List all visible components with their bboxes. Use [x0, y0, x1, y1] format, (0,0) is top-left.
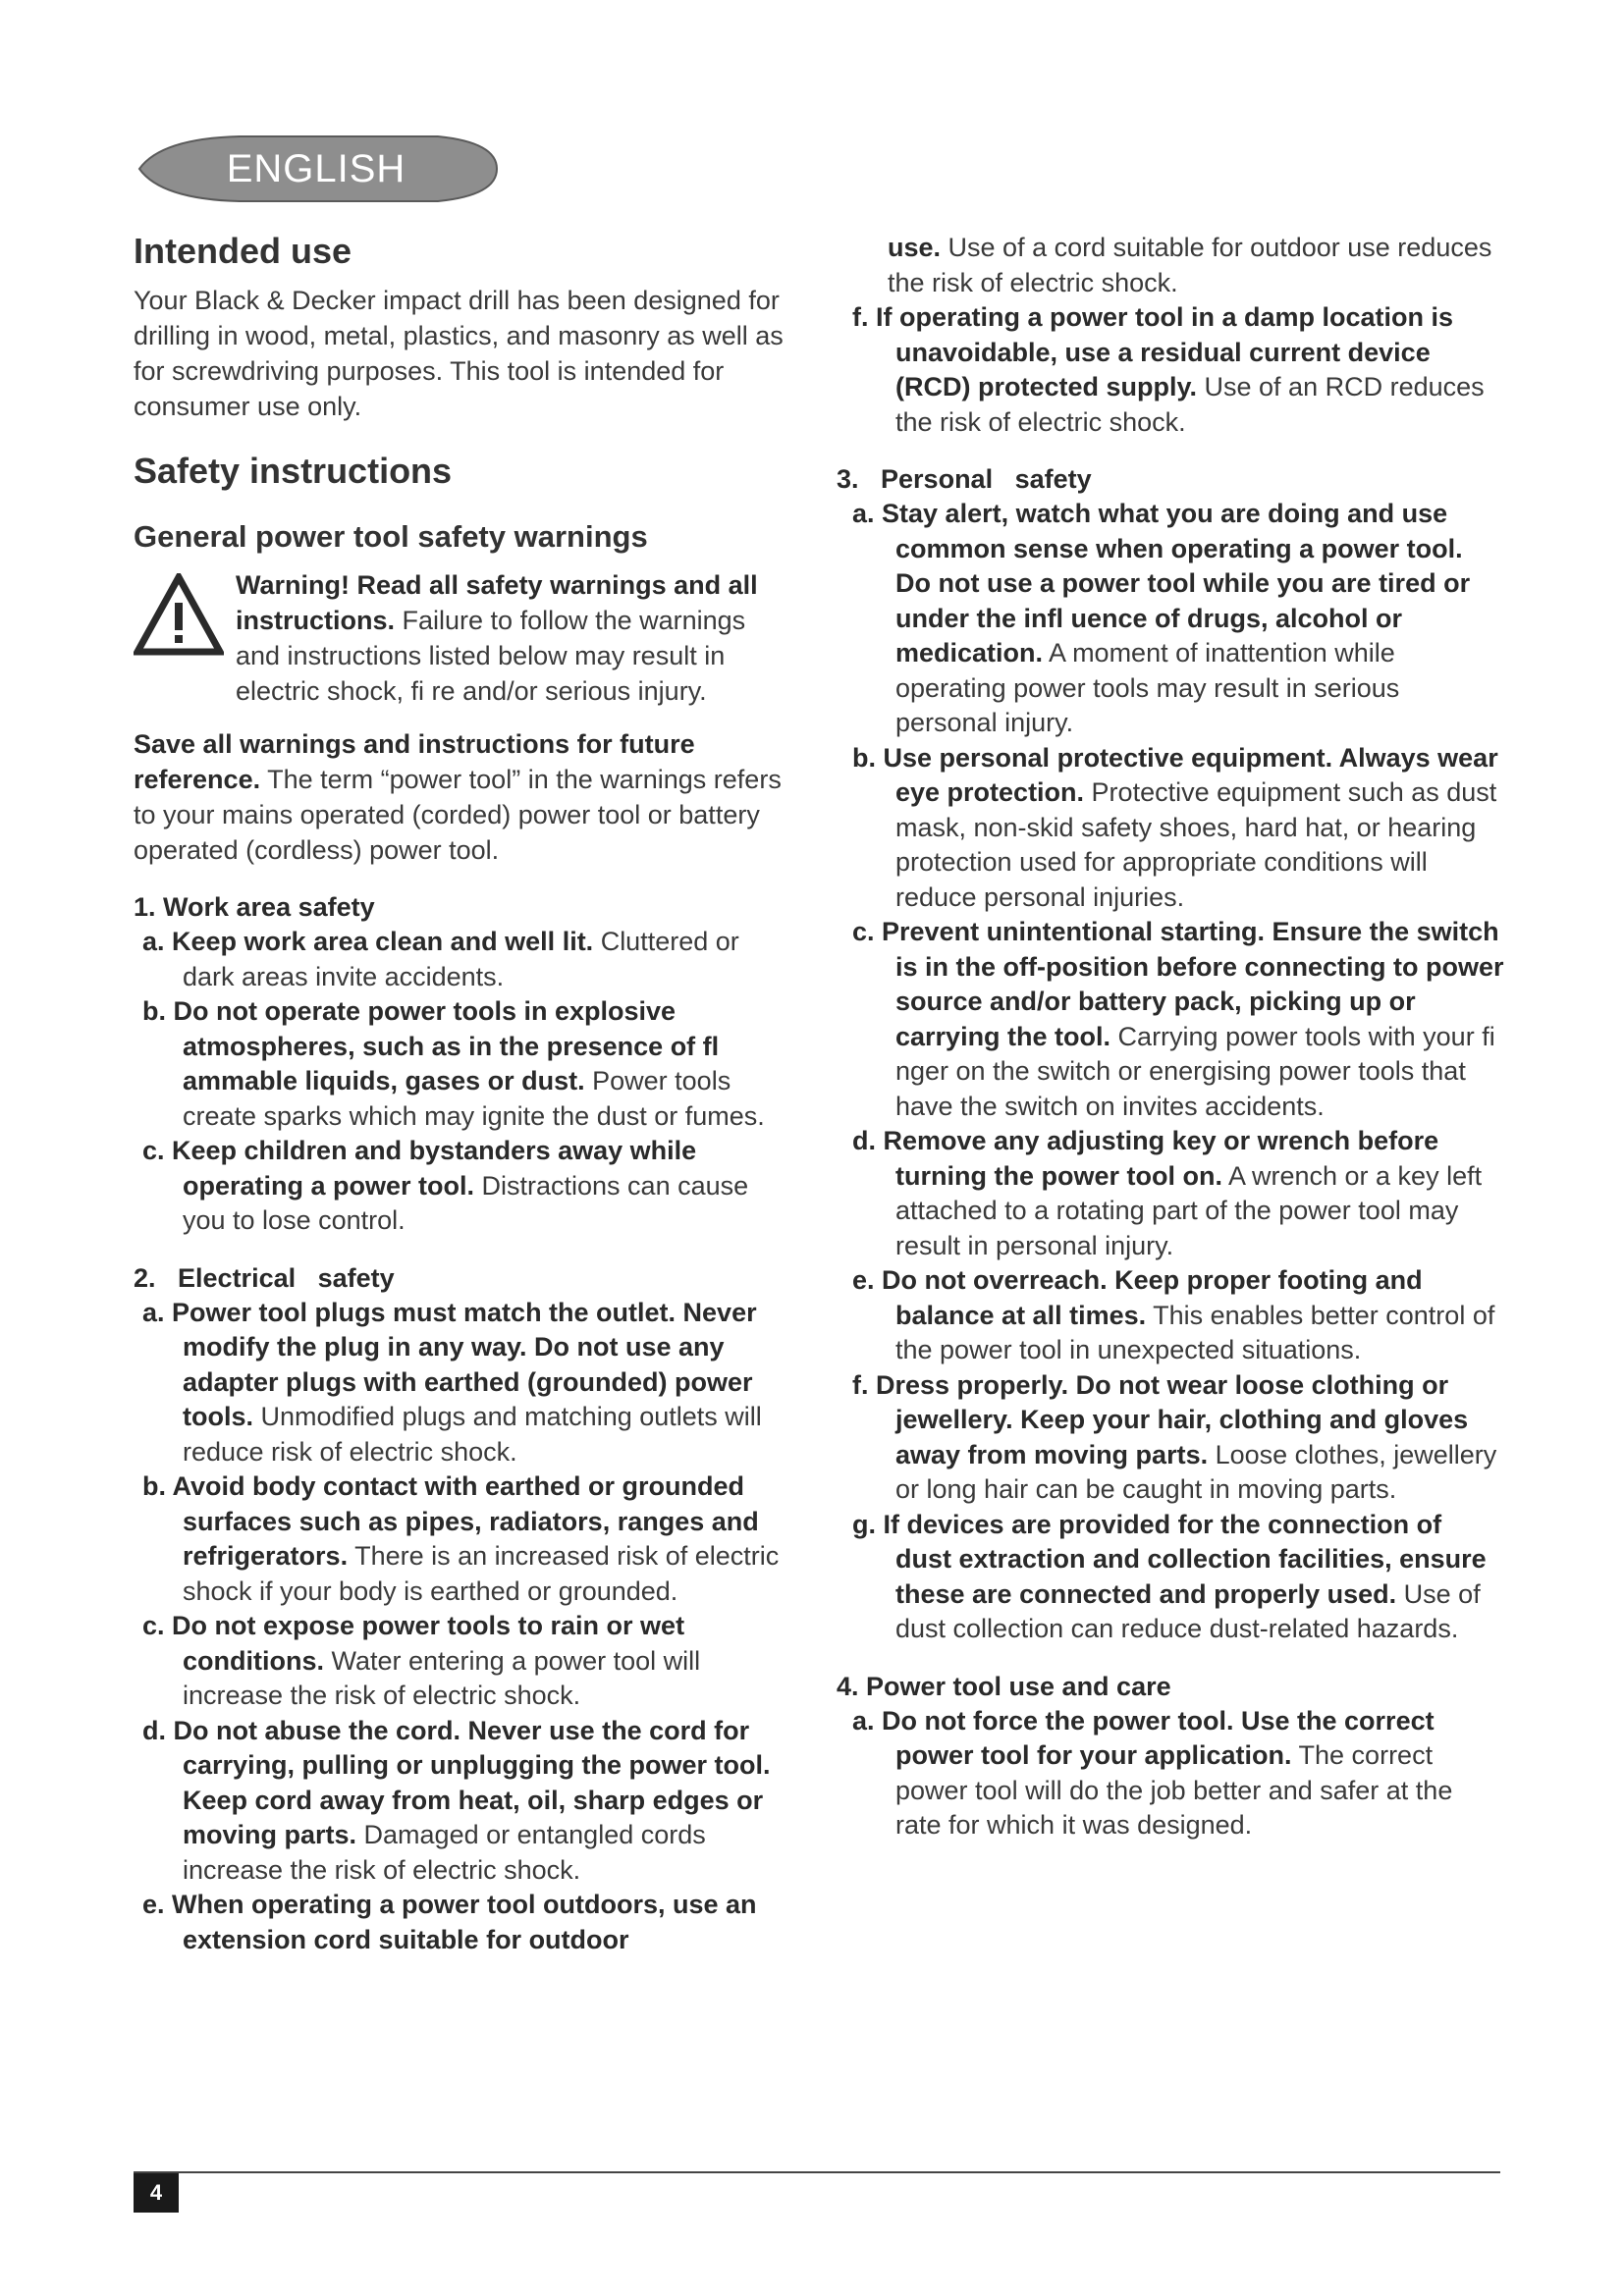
list-item: a. Power tool plugs must match the outlet. Never modify the plug in any way. Do not use any adapter plugs with earthed (grounded) power tools. Unmodified plugs and matching outlets will reduce risk of electric shock.	[142, 1297, 762, 1467]
section-title: 2. Electrical safety	[134, 1262, 395, 1293]
save-detail: The term “power tool” in the warnings refers to your mains operated (corded) power tool or battery operated (cordless) power tool.	[134, 765, 782, 865]
general-warnings-heading: General power tool safety warnings	[134, 519, 648, 554]
warning-block	[134, 567, 793, 709]
list-item: f. Dress properly. Do not wear loose clothing or jewellery. Keep your hair, clothing and gloves away from moving parts. Loose clothes, jewellery or long hair can be caught in moving parts.	[852, 1369, 1497, 1504]
warning-triangle-icon	[134, 573, 224, 656]
warning-bold: Warning! Read all safety warnings and all instructions.	[236, 570, 758, 635]
intended-use-heading: Intended use	[134, 231, 352, 271]
section-title: 3. Personal safety	[837, 464, 1092, 494]
warning-detail: Failure to follow the warnings and instructions listed below may result in electric shock, fi re and/or serious injury.	[236, 606, 746, 706]
save-instructions	[134, 726, 793, 868]
list-item: d. Remove any adjusting key or wrench before turning the power tool on. A wrench or a key left attached to a rotating part of the power tool may result in personal injury.	[852, 1126, 1483, 1260]
list-item: g. If devices are provided for the connection of dust extraction and collection facilities, ensure these are connected and properly used. Use of dust collection can reduce dust-related hazards.	[852, 1509, 1487, 1643]
list-item-continuation: use. Use of a cord suitable for outdoor use reduces the risk of electric shock.	[888, 233, 1492, 297]
safety-heading: Safety instructions	[134, 451, 453, 491]
section-title: 1. Work area safety	[134, 892, 375, 922]
list-item: a. Stay alert, watch what you are doing and use common sense when operating a power tool. Do not use a power tool while you are tired or under the infl uence of drugs, alcohol or medication. A moment of inattention while operating power tools may result in serious personal injury.	[852, 499, 1471, 737]
section-title: 4. Power tool use and care	[837, 1671, 1171, 1701]
list-item: c. Do not expose power tools to rain or wet conditions. Water entering a power tool will increase the risk of electric shock.	[142, 1611, 701, 1710]
list-item: a. Do not force the power tool. Use the correct power tool for your application. The correct power tool will do the job better and safer at the rate for which it was designed.	[852, 1705, 1453, 1840]
list-item: f. If operating a power tool in a damp location is unavoidable, use a residual current device (RCD) protected supply. Use of an RCD reduces the risk of electric shock.	[852, 302, 1485, 437]
list-item: e. When operating a power tool outdoors, use an extension cord suitable for outdoor	[142, 1890, 757, 1954]
list-item: e. Do not overreach. Keep proper footing and balance at all times. This enables better control of the power tool in unexpected situations.	[852, 1265, 1495, 1364]
warning-text	[236, 567, 793, 709]
list-item: a. Keep work area clean and well lit. Cluttered or dark areas invite accidents.	[142, 927, 739, 991]
list-item: c. Keep children and bystanders away while operating a power tool. Distractions can cause you to lose control.	[142, 1136, 749, 1235]
list-item: b. Avoid body contact with earthed or grounded surfaces such as pipes, radiators, ranges and refrigerators. There is an increased risk of electric shock if your body is earthed or grounded.	[142, 1471, 780, 1606]
list-item: d. Do not abuse the cord. Never use the cord for carrying, pulling or unplugging the power tool. Keep cord away from heat, oil, sharp edges or moving parts. Damaged or entangled cords increase the risk of electric shock.	[142, 1715, 771, 1885]
language-label: ENGLISH	[226, 147, 406, 190]
list-item: c. Prevent unintentional starting. Ensure the switch is in the off-position before connecting to power source and/or battery pack, picking up or carrying the tool. Carrying power tools with your fi nger on the switch or energising power tools that have the switch on invites accidents.	[852, 917, 1504, 1121]
footer-rule	[134, 2171, 1500, 2173]
list-item: b. Do not operate power tools in explosive atmospheres, such as in the presence of fl ammable liquids, gases or dust. Power tools create sparks which may ignite the dust or fumes.	[142, 996, 765, 1131]
language-tab	[132, 134, 501, 203]
list-item: b. Use personal protective equipment. Always wear eye protection. Protective equipment such as dust mask, non-skid safety shoes, hard hat, or hearing protection used for appropriate conditions will reduce personal injuries.	[852, 742, 1498, 912]
right-column	[837, 230, 1504, 1843]
left-column	[134, 230, 793, 1957]
intended-use-text: Your Black & Decker impact drill has been designed for drilling in wood, metal, plastics, and masonry as well as for screwdriving purposes. This tool is intended for consumer use only.	[134, 286, 784, 421]
save-bold: Save all warnings and instructions for future reference.	[134, 729, 695, 794]
page-number: 4	[134, 2173, 179, 2213]
